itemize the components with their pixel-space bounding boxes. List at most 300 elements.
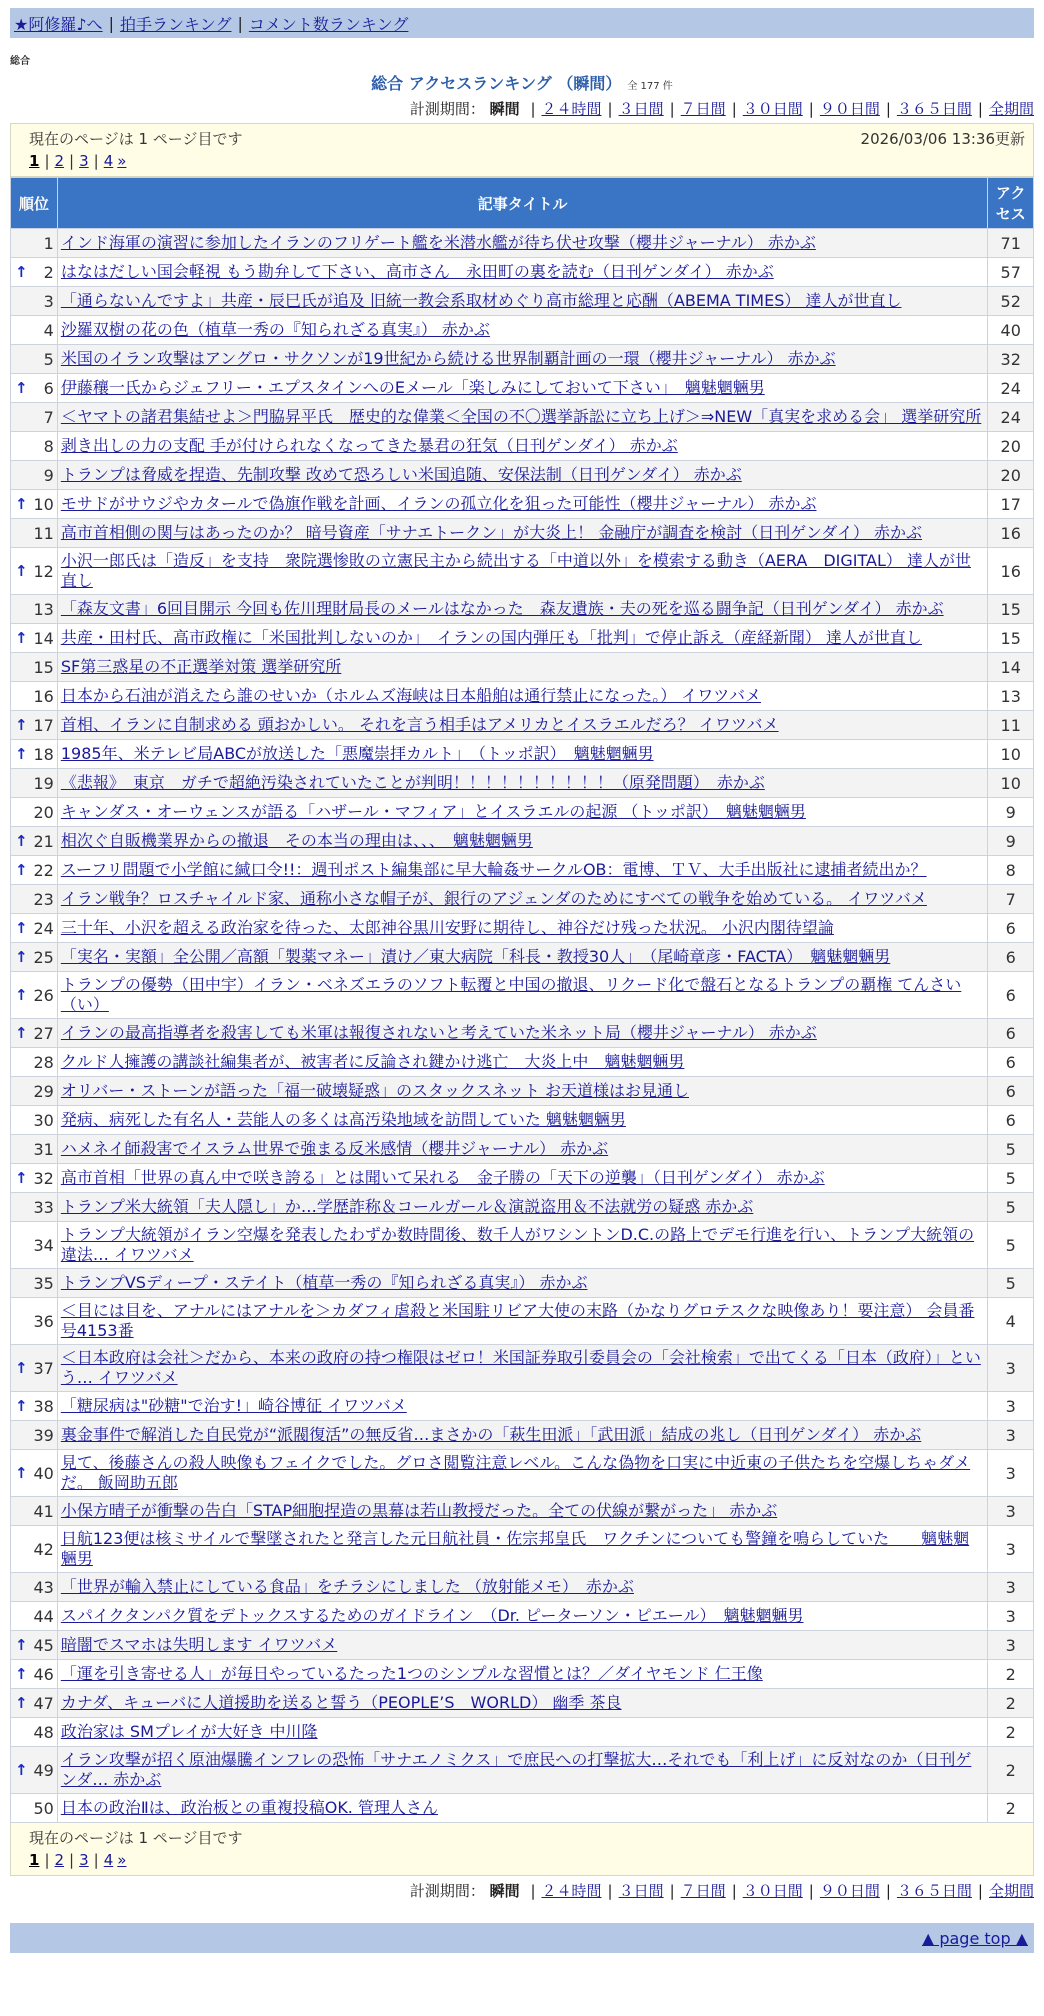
article-link[interactable]: トランプ米大統領「夫人隠し」か…学歴詐称＆コールガール＆演説盗用＆不法就労の疑惑 赤かぶ: [60, 1197, 754, 1216]
pager-page-link[interactable]: 3: [79, 1851, 89, 1869]
period-separator: |: [731, 1882, 737, 1900]
title-cell: [57, 1526, 988, 1573]
article-link[interactable]: イランの最高指導者を殺害しても米軍は報復されないと考えていた米ネット局（櫻井ジャーナル） 赤かぶ: [60, 1023, 817, 1042]
period-selector-bottom: [10, 1880, 1034, 1901]
rank-number: 26: [33, 985, 54, 1005]
article-link[interactable]: 沙羅双樹の花の色（植草一秀の『知られざる真実』） 赤かぶ: [60, 320, 490, 339]
rank-cell: [11, 1077, 58, 1106]
article-link[interactable]: トランプの優勢（田中宇）イラン・ベネズエラのソフト転覆と中国の撤退、リクード化で盤石となるトランプの覇権 てんさい（い）: [60, 975, 962, 1014]
header-access: アクセス: [988, 178, 1034, 229]
pager-page-link[interactable]: 4: [103, 152, 114, 170]
rank-up-arrow-icon: ↑: [15, 1464, 28, 1482]
rank-cell: [11, 856, 58, 885]
table-row: [11, 1421, 1034, 1450]
period-separator: |: [607, 100, 613, 118]
rank-cell: [11, 682, 58, 711]
access-count: 9: [988, 798, 1034, 827]
rank-cell: [11, 769, 58, 798]
rank-number: 4: [43, 320, 54, 340]
page-top-link[interactable]: ▲ page top ▲: [921, 1928, 1028, 1948]
access-count: 8: [988, 856, 1034, 885]
pager-separator: |: [69, 152, 75, 170]
rank-cell: [11, 1660, 58, 1689]
title-cell: [57, 653, 988, 682]
rank-number: 42: [33, 1539, 54, 1559]
rank-number: 39: [33, 1425, 54, 1445]
rank-up-arrow-icon: ↑: [15, 832, 28, 850]
period-separator: |: [808, 100, 814, 118]
article-link[interactable]: 首相、イランに自制求める 頭おかしい。 それを言う相手はアメリカとイスラエルだろ？ イワツバメ: [60, 715, 779, 734]
title-cell: [57, 1660, 988, 1689]
rank-cell: [11, 711, 58, 740]
table-row: [11, 345, 1034, 374]
rank-cell: [11, 1019, 58, 1048]
article-link[interactable]: SF第三惑星の不正選挙対策 選挙研究所: [60, 657, 342, 676]
rank-cell: [11, 914, 58, 943]
table-row: [11, 624, 1034, 653]
article-link[interactable]: クルド人擁護の講談社編集者が、被害者に反論され鍵かけ逃亡 大炎上中 魑魅魍魎男: [60, 1052, 685, 1071]
pager-top: [10, 123, 1034, 177]
table-row: [11, 972, 1034, 1019]
rank-number: 2: [43, 262, 54, 282]
rank-number: 44: [33, 1606, 54, 1626]
table-row: [11, 229, 1034, 258]
rank-number: 21: [33, 831, 54, 851]
rank-cell: [11, 595, 58, 624]
access-count: 32: [988, 345, 1034, 374]
title-cell: [57, 1269, 988, 1298]
table-row: [11, 1392, 1034, 1421]
access-count: 9: [988, 827, 1034, 856]
access-count: 5: [988, 1164, 1034, 1193]
rank-number: 19: [33, 773, 54, 793]
table-row: [11, 798, 1034, 827]
access-count: 2: [988, 1689, 1034, 1718]
table-row: [11, 1689, 1034, 1718]
rank-number: 18: [33, 744, 54, 764]
nav-link-asyura[interactable]: ★阿修羅♪へ: [14, 14, 103, 34]
title-cell: [57, 490, 988, 519]
rank-number: 47: [33, 1693, 54, 1713]
nav-separator: |: [108, 13, 114, 33]
period-separator: |: [977, 1882, 983, 1900]
rank-cell: [11, 490, 58, 519]
title-cell: [57, 1106, 988, 1135]
rank-cell: [11, 1718, 58, 1747]
article-link[interactable]: トランプVSディープ・ステイト（植草一秀の『知られざる真実』） 赤かぶ: [60, 1273, 588, 1292]
rank-number: 38: [33, 1396, 54, 1416]
title-cell: [57, 1794, 988, 1823]
nav-link-comment-ranking[interactable]: コメント数ランキング: [248, 14, 409, 34]
access-count: 10: [988, 769, 1034, 798]
pager-next-link[interactable]: »: [117, 1851, 127, 1869]
article-link[interactable]: カナダ、キューバに人道援助を送ると誓う（PEOPLE’S WORLD） 幽季 茶良: [60, 1693, 622, 1712]
nav-link-applause-ranking[interactable]: 拍手ランキング: [119, 14, 232, 34]
rank-cell: [11, 519, 58, 548]
period-current: 瞬間: [489, 100, 520, 118]
rank-cell: [11, 972, 58, 1019]
rank-cell: [11, 1421, 58, 1450]
access-count: 7: [988, 885, 1034, 914]
table-row: [11, 1135, 1034, 1164]
title-cell: [57, 1497, 988, 1526]
article-link[interactable]: 小沢一郎氏は「造反」を支持 衆院選惨敗の立憲民主から続出する「中道以外」を模索する動き（AERA DIGITAL） 達人が世直し: [60, 551, 971, 590]
table-row: [11, 1747, 1034, 1794]
rank-cell: [11, 1135, 58, 1164]
access-count: 14: [988, 653, 1034, 682]
period-option[interactable]: ９０日間: [819, 1882, 880, 1900]
article-link[interactable]: 見て、後藤さんの殺人映像もフェイクでした。グロさ閲覧注意レベル。こんな偽物を口実に中近東の子供たちを空爆しちゃダメだ。 飯岡助五郎: [60, 1453, 971, 1492]
rank-number: 41: [33, 1501, 54, 1521]
access-count: 24: [988, 374, 1034, 403]
article-link[interactable]: 「世界が輸入禁止にしている食品」をチラシにしました （放射能メモ） 赤かぶ: [60, 1577, 634, 1596]
rank-cell: [11, 1631, 58, 1660]
table-row: [11, 595, 1034, 624]
pager-bottom: [10, 1823, 1034, 1876]
pager-separator: |: [69, 1851, 75, 1869]
table-row: [11, 1164, 1034, 1193]
rank-number: 25: [33, 947, 54, 967]
pager-next-link[interactable]: »: [117, 152, 127, 170]
rank-number: 45: [33, 1635, 54, 1655]
access-count: 6: [988, 914, 1034, 943]
article-link[interactable]: 「森友文書」6回目開示 今回も佐川理財局長のメールはなかった 森友遺族・夫の死を巡る闘争記（日刊ゲンダイ） 赤かぶ: [60, 599, 944, 618]
rank-up-arrow-icon: ↑: [15, 562, 28, 580]
article-link[interactable]: オリバー・ストーンが語った「福一破壊疑惑」のスタックスネット お天道様はお見通し: [60, 1081, 689, 1100]
title-cell: [57, 1019, 988, 1048]
access-count: 6: [988, 972, 1034, 1019]
period-option[interactable]: ７日間: [680, 100, 726, 118]
table-row: [11, 548, 1034, 595]
rank-cell: [11, 740, 58, 769]
page: [10, 8, 1034, 1953]
title-cell: [57, 374, 988, 403]
article-link[interactable]: 《悲報》 東京 ガチで超絶汚染されていたことが判明！！！！！！！！！！（原発問題） 赤かぶ: [60, 773, 765, 792]
period-label: 計測期間：: [409, 1882, 485, 1900]
rank-cell: [11, 943, 58, 972]
article-link[interactable]: ＜目には目を、アナルにはアナルを＞カダフィ虐殺と米国駐リビア大使の末路（かなりグロテスクな映像あり！要注意） 会員番号4153番: [60, 1301, 975, 1340]
rank-up-arrow-icon: ↑: [15, 1665, 28, 1683]
pager-page-link[interactable]: 2: [54, 152, 65, 170]
pager-current-page: 1: [29, 152, 40, 170]
rank-number: 8: [43, 436, 54, 456]
title-cell: [57, 1048, 988, 1077]
table-row: [11, 740, 1034, 769]
rank-number: 16: [33, 686, 54, 706]
title-cell: [57, 595, 988, 624]
title-cell: [57, 1298, 988, 1345]
table-row: [11, 1345, 1034, 1392]
access-count: 40: [988, 316, 1034, 345]
period-option[interactable]: ９０日間: [819, 100, 880, 118]
title-cell: [57, 914, 988, 943]
period-separator: |: [885, 100, 891, 118]
period-option[interactable]: ３０日間: [742, 1882, 803, 1900]
article-link[interactable]: イラン攻撃が招く原油爆騰インフレの恐怖「サナエノミクス」で庶民への打撃拡大…それでも「利上げ」に反対なのか（日刊ゲンダ… 赤かぶ: [60, 1750, 972, 1789]
updated-timestamp: 2026/03/06 13:36更新: [860, 129, 1025, 148]
rank-number: 31: [33, 1139, 54, 1159]
access-count: 4: [988, 1298, 1034, 1345]
table-row: [11, 1660, 1034, 1689]
page-status: 現在のページは 1 ページ目です: [29, 1828, 243, 1847]
rank-number: 40: [33, 1463, 54, 1483]
rank-up-arrow-icon: ↑: [15, 1024, 28, 1042]
rank-cell: [11, 1298, 58, 1345]
title-cell: [57, 1077, 988, 1106]
article-link[interactable]: 暗闇でスマホは失明します イワツバメ: [60, 1635, 338, 1654]
rank-cell: [11, 1345, 58, 1392]
rank-number: 37: [33, 1358, 54, 1378]
period-separator: |: [731, 100, 737, 118]
table-row: [11, 653, 1034, 682]
article-link[interactable]: インド海軍の演習に参加したイランのフリゲート艦を米潜水艦が待ち伏せ攻撃（櫻井ジャーナル） 赤かぶ: [60, 233, 816, 252]
table-row: [11, 490, 1034, 519]
rank-cell: [11, 624, 58, 653]
rank-up-arrow-icon: ↑: [15, 1359, 28, 1377]
period-separator: |: [530, 1882, 536, 1900]
rank-cell: [11, 1164, 58, 1193]
rank-cell: [11, 885, 58, 914]
article-link[interactable]: 政治家は SMプレイが大好き 中川隆: [60, 1722, 318, 1741]
rank-number: 36: [33, 1311, 54, 1331]
article-link[interactable]: モサドがサウジやカタールで偽旗作戦を計画、イランの孤立化を狙った可能性（櫻井ジャーナル） 赤かぶ: [60, 494, 817, 513]
access-count: 3: [988, 1631, 1034, 1660]
period-separator: |: [669, 1882, 675, 1900]
access-count: 20: [988, 432, 1034, 461]
article-link[interactable]: 発病、病死した有名人・芸能人の多くは高汚染地域を訪問していた 魑魅魍魎男: [60, 1110, 626, 1129]
title-cell: [57, 432, 988, 461]
pager-page-link[interactable]: 4: [103, 1851, 114, 1869]
rank-cell: [11, 345, 58, 374]
rank-cell: [11, 1106, 58, 1135]
rank-cell: [11, 374, 58, 403]
rank-cell: [11, 653, 58, 682]
table-row: [11, 914, 1034, 943]
period-option[interactable]: ７日間: [680, 1882, 726, 1900]
table-row: [11, 1048, 1034, 1077]
rank-number: 48: [33, 1722, 54, 1742]
article-link[interactable]: 「実名・実額」全公開／高額「製薬マネー」漬け／東大病院「科長・教授30人」 （尾崎章彦・FACTA） 魑魅魍魎男: [60, 947, 891, 966]
ranking-table: [10, 177, 1034, 1823]
table-row: [11, 1269, 1034, 1298]
article-link[interactable]: 小保方晴子が衝撃の告白「STAP細胞捏造の黒幕は若山教授だった。全ての伏線が繋がった」 赤かぶ: [60, 1501, 778, 1520]
rank-cell: [11, 1526, 58, 1573]
article-link[interactable]: 「運を引き寄せる人」が毎日やっているたった1つのシンプルな習慣とは？／ダイヤモンド 仁王像: [60, 1664, 763, 1683]
article-link[interactable]: 高市首相側の関与はあったのか？ 暗号資産「サナエトークン」が大炎上！ 金融庁が調査を検討（日刊ゲンダイ） 赤かぶ: [60, 523, 923, 542]
rank-up-arrow-icon: ↑: [15, 629, 28, 647]
period-label: 計測期間：: [409, 100, 485, 118]
top-nav-bar: [10, 8, 1034, 38]
rank-cell: [11, 1048, 58, 1077]
title-cell: [57, 1689, 988, 1718]
rank-cell: [11, 827, 58, 856]
article-link[interactable]: トランプは脅威を捏造、先制攻撃 改めて恐ろしい米国追随、安保法制（日刊ゲンダイ） 赤かぶ: [60, 465, 742, 484]
access-count: 5: [988, 1193, 1034, 1222]
period-separator: |: [669, 100, 675, 118]
period-option[interactable]: ３６５日間: [896, 100, 972, 118]
title-cell: [57, 827, 988, 856]
table-row: [11, 374, 1034, 403]
rank-cell: [11, 258, 58, 287]
article-link[interactable]: 「通らないんですよ」共産・辰巳氏が追及 旧統一教会系取材めぐり高市総理と応酬（ABEMA TIMES） 達人が世直し: [60, 291, 902, 310]
rank-up-arrow-icon: ↑: [15, 919, 28, 937]
article-link[interactable]: イラン戦争？ロスチャイルド家、通称小さな帽子が、銀行のアジェンダのためにすべての戦争を始めている。 イワツバメ: [60, 889, 927, 908]
rank-up-arrow-icon: ↑: [15, 495, 28, 513]
article-link[interactable]: ＜日本政府は会社＞だから、本来の政府の持つ権限はゼロ！米国証券取引委員会の「会社検索」で出てくる「日本（政府）」という… イワツバメ: [60, 1348, 981, 1387]
article-link[interactable]: はなはだしい国会軽視 もう勘弁して下さい、高市さん 永田町の裏を読む（日刊ゲンダイ） 赤かぶ: [60, 262, 774, 281]
rank-number: 29: [33, 1081, 54, 1101]
table-row: [11, 432, 1034, 461]
access-count: 6: [988, 1019, 1034, 1048]
rank-up-arrow-icon: ↑: [15, 1694, 28, 1712]
table-row: [11, 1106, 1034, 1135]
rank-number: 27: [33, 1023, 54, 1043]
article-link[interactable]: キャンダス・オーウェンスが語る「ハザール・マフィア」とイスラエルの起源 （トッポ訳） 魑魅魍魎男: [60, 802, 806, 821]
rank-cell: [11, 1747, 58, 1794]
rank-up-arrow-icon: ↑: [15, 1761, 28, 1779]
rank-cell: [11, 1689, 58, 1718]
rank-number: 33: [33, 1197, 54, 1217]
title-cell: [57, 885, 988, 914]
rank-cell: [11, 1450, 58, 1497]
section-label: 総合: [10, 56, 30, 67]
rank-number: 10: [33, 494, 54, 514]
article-link[interactable]: 1985年、米テレビ局ABCが放送した「悪魔崇拝カルト」 （トッポ訳） 魑魅魍魎男: [60, 744, 654, 763]
rank-cell: [11, 1794, 58, 1823]
rank-number: 46: [33, 1664, 54, 1684]
period-option[interactable]: ３日間: [618, 100, 664, 118]
access-count: 20: [988, 461, 1034, 490]
access-count: 2: [988, 1747, 1034, 1794]
table-row: [11, 1526, 1034, 1573]
period-option[interactable]: ３日間: [618, 1882, 664, 1900]
rank-number: 9: [43, 465, 54, 485]
article-link[interactable]: スパイクタンパク質をデトックスするためのガイドライン （Dr. ピーターソン・ピエール） 魑魅魍魎男: [60, 1606, 804, 1625]
article-link[interactable]: トランプ大統領がイラン空爆を発表したわずか数時間後、数千人がワシントンD.C.の路上でデモ行進を行い、トランプ大統領の違法… イワツバメ: [60, 1225, 975, 1264]
table-row: [11, 1497, 1034, 1526]
pager-page-link[interactable]: 2: [54, 1851, 65, 1869]
bottom-bar: [10, 1923, 1034, 1953]
title-cell: [57, 1222, 988, 1269]
article-link[interactable]: スーフリ問題で小学館に緘口令!!：週刊ポスト編集部に早大輪姦サークルOB：電博、ＴＶ、大手出版社に逮捕者続出か？: [60, 860, 927, 879]
rank-number: 15: [33, 657, 54, 677]
period-separator: |: [607, 1882, 613, 1900]
period-option[interactable]: ３０日間: [742, 100, 803, 118]
table-row: [11, 519, 1034, 548]
title-cell: [57, 229, 988, 258]
title-cell: [57, 711, 988, 740]
table-row: [11, 1077, 1034, 1106]
rank-up-arrow-icon: ↑: [15, 263, 28, 281]
rank-number: 30: [33, 1110, 54, 1130]
rank-cell: [11, 1497, 58, 1526]
article-link[interactable]: 伊藤穰一氏からジェフリー・エプスタインへのEメール「楽しみにしておいて下さい」 魑魅魍魎男: [60, 378, 765, 397]
period-option[interactable]: ２４時間: [541, 1882, 602, 1900]
access-count: 3: [988, 1573, 1034, 1602]
access-count: 5: [988, 1222, 1034, 1269]
table-row: [11, 461, 1034, 490]
title-cell: [57, 1135, 988, 1164]
table-row: [11, 287, 1034, 316]
table-row: [11, 1573, 1034, 1602]
title-cell: [57, 1421, 988, 1450]
table-row: [11, 769, 1034, 798]
rank-cell: [11, 403, 58, 432]
rank-cell: [11, 432, 58, 461]
article-link[interactable]: 高市首相「世界の真ん中で咲き誇る」とは聞いて呆れる 金子勝の「天下の逆襲」（日刊ゲンダイ） 赤かぶ: [60, 1168, 825, 1187]
title-cell: [57, 856, 988, 885]
article-link[interactable]: 裏金事件で解消した自民党が“派閥復活”の無反省…まさかの「萩生田派」「武田派」結成の兆し（日刊ゲンダイ） 赤かぶ: [60, 1425, 922, 1444]
title-cell: [57, 1573, 988, 1602]
rank-up-arrow-icon: ↑: [15, 948, 28, 966]
pager-page-link[interactable]: 3: [79, 152, 89, 170]
access-count: 17: [988, 490, 1034, 519]
rank-number: 22: [33, 860, 54, 880]
article-link[interactable]: 日本から石油が消えたら誰のせいか（ホルムズ海峡は日本船舶は通行禁止になった。） イワツバメ: [60, 686, 761, 705]
rank-cell: [11, 229, 58, 258]
rank-number: 12: [33, 561, 54, 581]
title-cell: [57, 1631, 988, 1660]
article-link[interactable]: 「糖尿病は"砂糖"で治す!」崎谷博征 イワツバメ: [60, 1396, 407, 1415]
article-link[interactable]: ハメネイ師殺害でイスラム世界で強まる反米感情（櫻井ジャーナル） 赤かぶ: [60, 1139, 609, 1158]
period-option[interactable]: ２４時間: [541, 100, 602, 118]
table-row: [11, 711, 1034, 740]
period-current: 瞬間: [489, 1882, 520, 1900]
period-option[interactable]: ３６５日間: [896, 1882, 972, 1900]
title-cell: [57, 972, 988, 1019]
article-link[interactable]: 日本の政治Ⅱは、政治板との重複投稿OK. 管理人さん: [60, 1798, 438, 1817]
table-row: [11, 1718, 1034, 1747]
table-row: [11, 1019, 1034, 1048]
title-cell: [57, 798, 988, 827]
rank-number: 32: [33, 1168, 54, 1188]
article-link[interactable]: 剥き出しの力の支配 手が付けられなくなってきた暴君の狂気（日刊ゲンダイ） 赤かぶ: [60, 436, 678, 455]
table-row: [11, 1450, 1034, 1497]
title-cell: [57, 1450, 988, 1497]
article-link[interactable]: 米国のイラン攻撃はアングロ・サクソンが19世紀から続ける世界制覇計画の一環（櫻井ジャーナル） 赤かぶ: [60, 349, 836, 368]
article-link[interactable]: 相次ぐ自販機業界からの撤退 その本当の理由は、、、 魑魅魍魎男: [60, 831, 533, 850]
title-cell: [57, 548, 988, 595]
period-option[interactable]: 全期間: [988, 1882, 1034, 1900]
rank-number: 13: [33, 599, 54, 619]
access-count: 10: [988, 740, 1034, 769]
period-option[interactable]: 全期間: [988, 100, 1034, 118]
access-count: 3: [988, 1450, 1034, 1497]
nav-separator: |: [237, 13, 243, 33]
rank-cell: [11, 798, 58, 827]
rank-number: 5: [43, 349, 54, 369]
rank-up-arrow-icon: ↑: [15, 1397, 28, 1415]
article-link[interactable]: 日航123便は核ミサイルで撃墜されたと発言した元日航社員・佐宗邦皇氏 ワクチンについても警鐘を鳴らしていた 魑魅魍魎男: [60, 1529, 970, 1568]
title-cell: [57, 316, 988, 345]
access-count: 3: [988, 1526, 1034, 1573]
article-link[interactable]: 三十年、小沢を超える政治家を待った、太郎神谷黒川安野に期待し、神谷だけ残った状況。 小沢内閣待望論: [60, 918, 834, 937]
access-count: 52: [988, 287, 1034, 316]
rank-number: 28: [33, 1052, 54, 1072]
access-count: 3: [988, 1345, 1034, 1392]
access-count: 16: [988, 548, 1034, 595]
article-link[interactable]: ＜ヤマトの諸君集結せよ＞門脇昇平氏 歴史的な偉業＜全国の不〇選挙訴訟に立ち上げ＞⇒NEW「真実を求める会」 選挙研究所: [60, 407, 982, 426]
rank-number: 34: [33, 1235, 54, 1255]
page-title: 総合 アクセスランキング （瞬間）: [371, 74, 622, 93]
rank-number: 14: [33, 628, 54, 648]
rank-cell: [11, 1573, 58, 1602]
article-link[interactable]: 共産・田村氏、高市政権に「米国批判しないのか」 イランの国内弾圧も「批判」で停止訴え（産経新聞） 達人が世直し: [60, 628, 922, 647]
title-cell: [57, 624, 988, 653]
access-count: 3: [988, 1421, 1034, 1450]
pager-separator: |: [93, 152, 99, 170]
rank-number: 20: [33, 802, 54, 822]
